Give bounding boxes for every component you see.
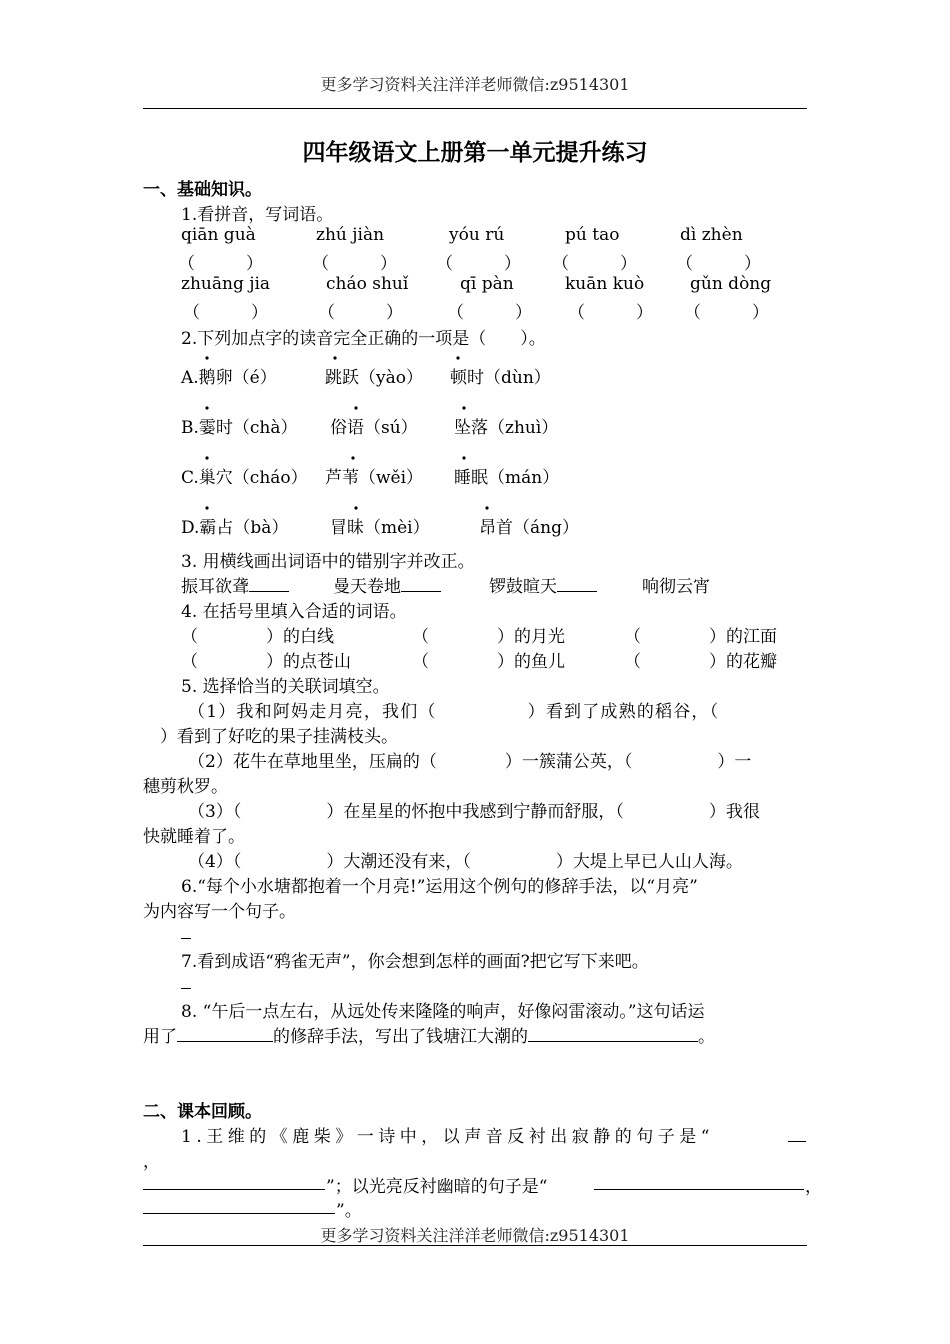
- answer-box[interactable]: （ ）: [568, 303, 653, 323]
- s2-q1-blank-4[interactable]: [143, 1213, 335, 1214]
- q3-blank[interactable]: [557, 577, 597, 592]
- pinyin-2: zhú jiàn: [316, 225, 385, 245]
- footer-text: 更多学习资料关注洋洋老师微信:z9514301: [320, 1226, 630, 1245]
- answer-box[interactable]: （ ）: [178, 254, 263, 274]
- option-c-3: 睡眠（mán）: [454, 468, 560, 488]
- q2-prompt: 2.下列加点字的读音完全正确的一项是（ ）。: [181, 329, 546, 349]
- section2-heading: 二、课本回顾。: [143, 1102, 262, 1122]
- pinyin-5: dì zhèn: [680, 225, 743, 245]
- pinyin-7: cháo shuǐ: [326, 274, 409, 294]
- header-text: 更多学习资料关注洋洋老师微信:z9514301: [320, 75, 630, 94]
- option-b-3: 坠落（zhuì）: [454, 418, 559, 438]
- q8-blank-1[interactable]: [177, 1027, 273, 1042]
- q5-prompt: 5. 选择恰当的关联词填空。: [181, 677, 390, 697]
- emphasis-dots: [0, 0, 950, 560]
- pinyin-10: gǔn dòng: [690, 274, 772, 294]
- pinyin-1: qiān guà: [181, 225, 256, 245]
- q4-item-1[interactable]: （ ）的白线: [181, 627, 334, 647]
- footer-divider: [143, 1245, 807, 1246]
- q4-item-6[interactable]: （ ）的花瓣: [624, 652, 777, 672]
- option-c-2: 芦苇（wěi）: [325, 468, 424, 488]
- s2-q1-line-1: 1.王维的《鹿柴》一诗中，以声音反衬出寂静的句子是“: [181, 1127, 714, 1147]
- answer-box[interactable]: （ ）: [312, 254, 397, 274]
- q1-prompt: 1.看拼音，写词语。: [181, 205, 334, 225]
- s2-q1-line-3: ”。: [336, 1201, 362, 1221]
- q5-sentence-4[interactable]: （4）（ ）大潮还没有来，（ ）大堤上早已人山人海。: [188, 852, 743, 872]
- s2-q1-comma-2: ，: [805, 1177, 822, 1197]
- q4-item-2[interactable]: （ ）的月光: [412, 627, 565, 647]
- option-d-2: 冒昧（mèi）: [330, 518, 430, 538]
- option-d-1[interactable]: D.霸占（bà）: [181, 518, 289, 538]
- page-title: 四年级语文上册第一单元提升练习: [302, 139, 648, 166]
- answer-box[interactable]: （ ）: [447, 303, 532, 323]
- option-b-2: 俗语（sú）: [330, 418, 418, 438]
- q7-answer-line[interactable]: [181, 988, 191, 989]
- q6-line-2: 为内容写一个句子。: [143, 902, 296, 922]
- q5-sentence-1[interactable]: （1）我和阿妈走月亮，我们（ ）看到了成熟的稻谷，（: [188, 702, 720, 722]
- q3-word-2: 曼天卷地: [333, 572, 441, 597]
- option-a-1[interactable]: A.鹅卵（é）: [181, 368, 277, 388]
- s2-q1-comma: ，: [143, 1152, 160, 1172]
- q6-answer-line[interactable]: [181, 938, 191, 939]
- option-c-1[interactable]: C.巢穴（cháo）: [181, 468, 308, 488]
- answer-box[interactable]: （ ）: [436, 254, 521, 274]
- q3-blank[interactable]: [249, 577, 289, 592]
- answer-box[interactable]: （ ）: [183, 303, 268, 323]
- answer-box[interactable]: （ ）: [684, 303, 769, 323]
- pinyin-4: pú tao: [565, 225, 620, 245]
- q3-word-1: 振耳欲聋: [181, 572, 289, 597]
- q8-line-1: 8. “午后一点左右，从远处传来隆隆的响声，好像闷雷滚动。”这句话运: [181, 1002, 705, 1022]
- q3-word-4: 响彻云宵: [642, 577, 710, 597]
- q8-line-2: 用了 的修辞手法，写出了钱塘江大潮的 。: [143, 1027, 715, 1047]
- option-a-3: 顿时（dùn）: [450, 368, 551, 388]
- q4-prompt: 4. 在括号里填入合适的词语。: [181, 602, 407, 622]
- pinyin-8: qī pàn: [460, 274, 514, 294]
- q6-line-1: 6.“每个小水塘都抱着一个月亮!”运用这个例句的修辞手法，以“月亮”: [181, 877, 698, 897]
- s2-q1-line-2: ”；以光亮反衬幽暗的句子是“: [326, 1177, 548, 1197]
- section1-heading: 一、基础知识。: [143, 180, 262, 200]
- q3-word-3: 锣鼓暄天: [489, 572, 597, 597]
- option-b-1[interactable]: B.霎时（chà）: [181, 418, 298, 438]
- q5-sentence-2-cont: 穗剪秋罗。: [143, 777, 228, 797]
- pinyin-6: zhuāng jia: [181, 274, 271, 294]
- pinyin-3: yóu rú: [449, 225, 505, 245]
- option-a-2: 跳跃（yào）: [325, 368, 423, 388]
- answer-box[interactable]: （ ）: [552, 254, 637, 274]
- q5-sentence-1-cont: ）看到了好吃的果子挂满枝头。: [160, 727, 398, 747]
- q5-sentence-2[interactable]: （2）花牛在草地里坐，压扁的（ ）一簇蒲公英，（ ）一: [188, 752, 752, 772]
- q7-prompt: 7.看到成语“鸦雀无声”，你会想到怎样的画面?把它写下来吧。: [181, 952, 649, 972]
- q3-prompt: 3. 用横线画出词语中的错别字并改正。: [181, 552, 475, 572]
- pinyin-9: kuān kuò: [565, 274, 645, 294]
- q8-blank-2[interactable]: [528, 1027, 698, 1042]
- s2-q1-blank-3[interactable]: [594, 1189, 804, 1190]
- s2-q1-blank-2[interactable]: [143, 1189, 325, 1190]
- s2-q1-blank-1[interactable]: [788, 1141, 806, 1142]
- q4-item-4[interactable]: （ ）的点苍山: [181, 652, 351, 672]
- answer-box[interactable]: （ ）: [318, 303, 403, 323]
- q5-sentence-3[interactable]: （3）（ ）在星星的怀抱中我感到宁静而舒服，（ ）我很: [188, 802, 760, 822]
- q4-item-5[interactable]: （ ）的鱼儿: [412, 652, 565, 672]
- q5-sentence-3-cont: 快就睡着了。: [143, 827, 245, 847]
- answer-box[interactable]: （ ）: [676, 254, 761, 274]
- option-d-3: 昂首（áng）: [479, 518, 579, 538]
- q4-item-3[interactable]: （ ）的江面: [624, 627, 777, 647]
- q3-blank[interactable]: [401, 577, 441, 592]
